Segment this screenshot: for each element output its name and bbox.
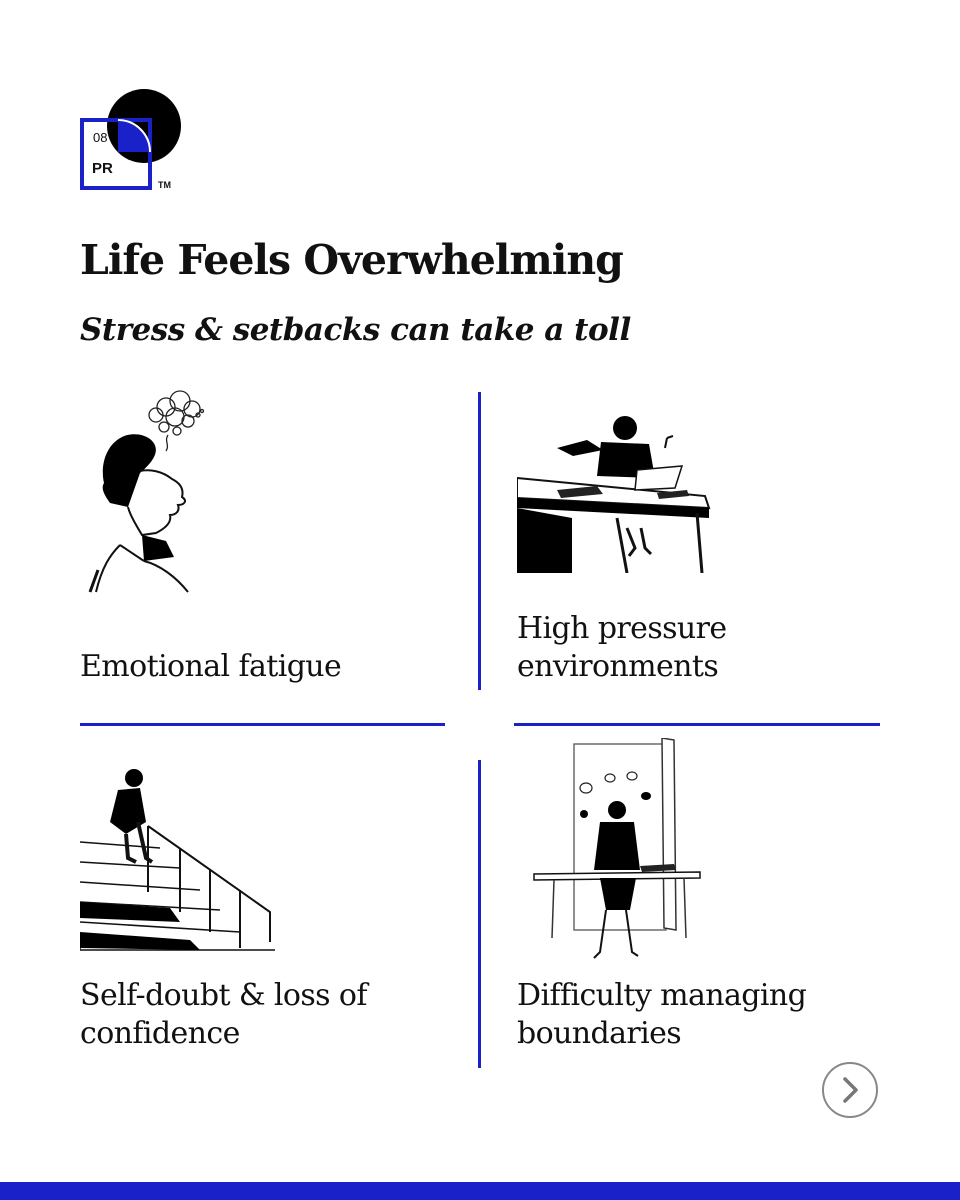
caption-line: Emotional fatigue: [80, 649, 342, 684]
card-caption-emotional-fatigue: [80, 648, 341, 686]
next-button[interactable]: [822, 1062, 878, 1118]
logo-number: 08: [93, 130, 108, 145]
caption-line: Self-doubt & loss of: [80, 978, 367, 1013]
woman-at-desk-illustration: [514, 738, 714, 966]
horizontal-divider-left: [80, 723, 445, 726]
card-caption-boundaries: [517, 977, 806, 1053]
vertical-divider-top: [478, 392, 481, 690]
chevron-right-icon: [824, 1064, 876, 1116]
man-on-phone-at-desk-illustration: [517, 378, 712, 573]
page-subtitle: Stress & setbacks can take a toll: [80, 312, 631, 348]
card-caption-high-pressure: [517, 610, 727, 686]
man-sitting-on-stairs-illustration: [80, 762, 275, 954]
thinking-man-smoke-illustration: [80, 385, 220, 595]
caption-line: Difficulty managing: [517, 978, 807, 1013]
horizontal-divider-right: [514, 723, 880, 726]
trademark-symbol: TM: [158, 180, 171, 190]
brand-logo: [80, 88, 184, 194]
caption-line: confidence: [80, 1016, 240, 1051]
caption-line: High pressure: [517, 611, 727, 646]
page-title: Life Feels Overwhelming: [80, 236, 623, 284]
vertical-divider-bottom: [478, 760, 481, 1068]
logo-letters: PR: [92, 160, 113, 177]
caption-line: boundaries: [517, 1016, 682, 1051]
bottom-accent-bar: [0, 1182, 960, 1200]
caption-line: environments: [517, 649, 719, 684]
card-caption-self-doubt: [80, 977, 367, 1053]
